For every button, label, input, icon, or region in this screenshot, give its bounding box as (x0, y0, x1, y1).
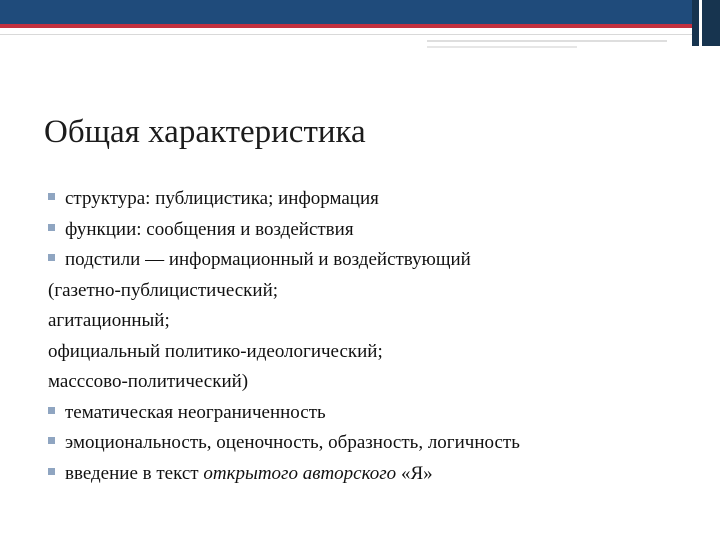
header-red-line (0, 24, 692, 28)
continuation-line: официальный политико-идеологический; (48, 340, 383, 362)
bullet-item (48, 245, 708, 276)
bullet-item (48, 398, 708, 429)
header-accent-line-short (427, 46, 577, 48)
header-accent-line (427, 40, 667, 42)
bullet-item (48, 184, 708, 215)
bullet-text-emphasis: открытого авторского (203, 462, 397, 484)
slide-content (48, 184, 708, 489)
header-corner-stripe (699, 0, 702, 46)
bullet-marker (48, 407, 55, 414)
header-divider (0, 34, 692, 35)
continuation-line: агитационный; (48, 310, 170, 331)
continuation-line: масссово-политический) (48, 371, 249, 392)
header-corner-block (692, 0, 720, 46)
bullet-text: структура: публицистика; информация (65, 188, 379, 209)
bullet-item (48, 459, 708, 490)
bullet-text: функции: сообщения и воздействия (65, 218, 354, 240)
bullet-marker (48, 193, 55, 200)
bullet-marker (48, 224, 55, 231)
slide-title: Общая характеристика (44, 114, 366, 150)
header-band (0, 0, 720, 24)
continuation-line: (газетно-публицистический; (48, 279, 279, 301)
bullet-item (48, 428, 708, 459)
bullet-text: подстили — информационный и воздействующий (65, 249, 471, 270)
bullet-text-suffix: «Я» (396, 462, 433, 484)
bullet-text: эмоциональность, оценочность, образность, логичность (65, 432, 520, 453)
bullet-text-prefix: введение в текст (65, 462, 204, 484)
bullet-item (48, 215, 708, 246)
bullet-marker (48, 437, 55, 444)
bullet-marker (48, 254, 55, 261)
bullet-text: тематическая неограниченность (65, 401, 326, 423)
bullet-marker (48, 468, 55, 475)
